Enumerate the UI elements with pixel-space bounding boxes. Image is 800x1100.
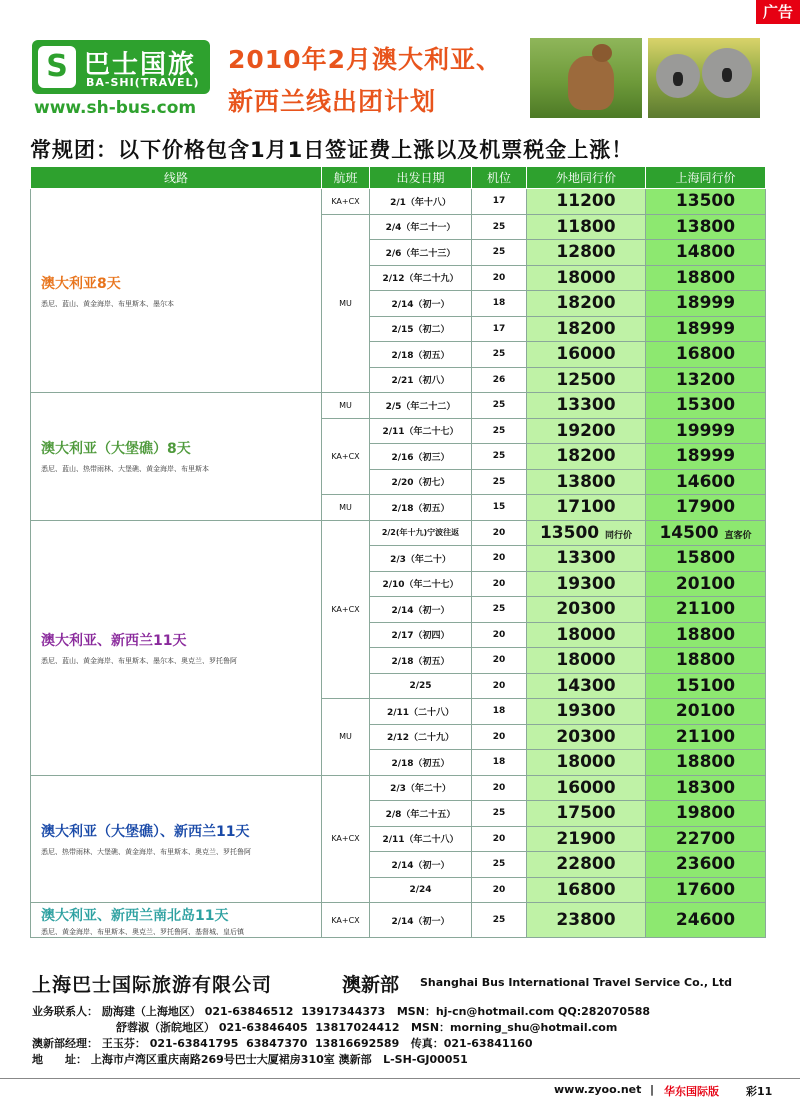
price-shanghai-cell: 15100 xyxy=(646,673,766,699)
contact-phone: 021-63846512 xyxy=(204,1005,294,1018)
website-link[interactable]: www.sh-bus.com xyxy=(34,98,197,118)
date-cell: 2/18（初五） xyxy=(370,648,472,674)
contact-label: 业务联系人： xyxy=(32,1005,98,1018)
seat-cell: 25 xyxy=(472,418,527,444)
price-shanghai-cell: 18800 xyxy=(646,750,766,776)
koala-icon xyxy=(656,54,700,98)
flight-cell: KA+CX xyxy=(322,775,370,903)
date-cell: 2/11（年二十七） xyxy=(370,418,472,444)
date-cell: 2/12（二十九） xyxy=(370,724,472,750)
price-outside-cell: 11800 xyxy=(527,214,646,240)
footer-separator: | xyxy=(650,1083,655,1096)
seat-cell: 20 xyxy=(472,265,527,291)
seat-cell: 20 xyxy=(472,775,527,801)
tour-price-table xyxy=(30,166,766,938)
logo-name-en: BA-SHI(TRAVEL) xyxy=(86,76,200,89)
price-shanghai-cell: 18800 xyxy=(646,648,766,674)
price-shanghai-cell: 16800 xyxy=(646,342,766,368)
route-cell xyxy=(31,520,322,775)
price-shanghai-cell: 14600 xyxy=(646,469,766,495)
seat-cell: 20 xyxy=(472,546,527,572)
date-cell: 2/11（二十八） xyxy=(370,699,472,725)
flight-cell: KA+CX xyxy=(322,189,370,215)
date-cell: 2/18（初五） xyxy=(370,342,472,368)
address-label: 地 址： xyxy=(32,1053,87,1066)
date-cell: 2/6（年二十三） xyxy=(370,240,472,266)
date-cell: 2/11（年二十八） xyxy=(370,826,472,852)
date-cell: 2/4（年二十一） xyxy=(370,214,472,240)
seat-cell: 25 xyxy=(472,240,527,266)
price-shanghai-cell: 13200 xyxy=(646,367,766,393)
price-shanghai-cell: 18800 xyxy=(646,265,766,291)
contact-label: 澳新部经理： xyxy=(32,1037,98,1050)
seat-cell: 20 xyxy=(472,571,527,597)
price-shanghai-cell: 19999 xyxy=(646,418,766,444)
price-outside-cell: 19300 xyxy=(527,699,646,725)
col-header-seats: 机位 xyxy=(472,167,527,189)
seat-cell: 25 xyxy=(472,852,527,878)
route-name: 澳大利亚（大堡礁）、新西兰11天 xyxy=(41,823,250,840)
price-outside-cell: 20300 xyxy=(527,597,646,623)
seat-cell: 25 xyxy=(472,903,527,938)
contact-fax: 传真：021-63841160 xyxy=(410,1037,533,1050)
contact-im[interactable]: MSN：morning_shu@hotmail.com xyxy=(410,1021,618,1034)
price-shanghai-cell: 20100 xyxy=(646,571,766,597)
route-desc: 悉尼、热带雨林、大堡礁、黄金海岸、布里斯本、奥克兰、罗托鲁阿 xyxy=(41,847,251,856)
route-desc: 悉尼、黄金海岸、布里斯本、奥克兰、罗托鲁阿、基督城、皇后镇 xyxy=(41,928,244,936)
price-outside-cell: 11200 xyxy=(527,189,646,215)
contact-mobile: 13917344373 xyxy=(301,1005,386,1018)
page-title-line1: 2010年2月澳大利亚、 xyxy=(228,45,502,74)
price-outside-cell: 18200 xyxy=(527,316,646,342)
date-cell: 2/16（初三） xyxy=(370,444,472,470)
date-cell: 2/14（初一） xyxy=(370,597,472,623)
logo-mark-icon: S xyxy=(38,46,76,88)
seat-cell: 18 xyxy=(472,699,527,725)
price-outside-cell: 17100 xyxy=(527,495,646,521)
table-row xyxy=(31,189,766,215)
price-shanghai-cell: 18800 xyxy=(646,622,766,648)
koala-icon xyxy=(702,48,752,98)
seat-cell: 17 xyxy=(472,189,527,215)
seat-cell: 25 xyxy=(472,393,527,419)
route-name: 澳大利亚、新西兰南北岛11天 xyxy=(41,908,229,924)
col-header-price-shanghai: 上海同行价 xyxy=(646,167,766,189)
seat-cell: 18 xyxy=(472,291,527,317)
price-shanghai-cell: 20100 xyxy=(646,699,766,725)
flight-cell: KA+CX xyxy=(322,903,370,938)
seat-cell: 25 xyxy=(472,214,527,240)
table-header-row xyxy=(31,167,766,189)
date-cell: 2/18（初五） xyxy=(370,495,472,521)
date-cell: 2/14（初一） xyxy=(370,852,472,878)
date-cell: 2/3（年二十） xyxy=(370,546,472,572)
price-outside-cell: 13300 xyxy=(527,546,646,572)
contact-name: 励海建（上海地区） xyxy=(101,1005,201,1018)
kangaroo-icon xyxy=(568,56,614,110)
price-outside-cell: 16000 xyxy=(527,342,646,368)
address: 上海市卢湾区重庆南路269号巴士大厦裙房310室 澳新部 xyxy=(90,1053,372,1066)
price-outside-cell: 20300 xyxy=(527,724,646,750)
price-shanghai-cell: 14500 直客价 xyxy=(646,520,766,546)
price-shanghai-cell: 15300 xyxy=(646,393,766,419)
seat-cell: 18 xyxy=(472,750,527,776)
company-logo xyxy=(32,40,210,94)
route-name: 澳大利亚8天 xyxy=(41,275,121,292)
contact-phone: 021-63841795 xyxy=(149,1037,239,1050)
col-header-date: 出发日期 xyxy=(370,167,472,189)
route-desc: 悉尼、蓝山、热带雨林、大堡礁、黄金海岸、布里斯本 xyxy=(41,465,209,474)
price-outside-cell: 13300 xyxy=(527,393,646,419)
col-header-price-outside: 外地同行价 xyxy=(527,167,646,189)
date-cell: 2/3（年二十） xyxy=(370,775,472,801)
kangaroo-photo xyxy=(530,38,642,118)
pricing-note: 常规团：以下价格包含1月1日签证费上涨以及机票税金上涨！ xyxy=(30,138,634,162)
date-cell: 2/5（年二十二） xyxy=(370,393,472,419)
contact-name: 舒蓉淑（浙皖地区） xyxy=(116,1021,215,1034)
route-desc: 悉尼、蓝山、黄金海岸、布里斯本、墨尔本 xyxy=(41,299,174,308)
price-outside-cell: 13500 同行价 xyxy=(527,520,646,546)
date-cell: 2/12（年二十九） xyxy=(370,265,472,291)
price-shanghai-cell: 17600 xyxy=(646,877,766,903)
price-shanghai-cell: 21100 xyxy=(646,724,766,750)
company-name: 上海巴士国际旅游有限公司 xyxy=(32,974,273,996)
date-cell: 2/2(年十九)宁波往返 xyxy=(370,520,472,546)
seat-cell: 20 xyxy=(472,520,527,546)
price-outside-cell: 18200 xyxy=(527,291,646,317)
contact-im[interactable]: MSN：hj-cn@hotmail.com QQ:282070588 xyxy=(396,1005,651,1018)
seat-cell: 25 xyxy=(472,342,527,368)
contact-line-1 xyxy=(32,1003,650,1019)
price-shanghai-cell: 21100 xyxy=(646,597,766,623)
flight-cell: MU xyxy=(322,214,370,393)
logo-name: 巴士国旅 xyxy=(84,50,197,80)
col-header-flight: 航班 xyxy=(322,167,370,189)
footer-publication: 华东国际版 xyxy=(664,1085,719,1098)
price-shanghai-cell: 19800 xyxy=(646,801,766,827)
page-title-line2: 新西兰线出团计划 xyxy=(228,87,437,116)
date-cell: 2/18（初五） xyxy=(370,750,472,776)
route-name: 澳大利亚（大堡礁）8天 xyxy=(41,441,191,458)
flight-cell: MU xyxy=(322,699,370,776)
price-shanghai-cell: 17900 xyxy=(646,495,766,521)
ad-tag: 广告 xyxy=(756,0,800,24)
price-outside-cell: 12500 xyxy=(527,367,646,393)
price-outside-cell: 18000 xyxy=(527,648,646,674)
price-shanghai-cell: 23600 xyxy=(646,852,766,878)
company-name-en: Shanghai Bus International Travel Service Co., Ltd xyxy=(420,976,732,989)
date-cell: 2/14（初一） xyxy=(370,903,472,938)
header xyxy=(0,30,800,130)
footer-website[interactable]: www.zyoo.net xyxy=(554,1083,642,1096)
contact-mobile: 13817024412 xyxy=(315,1021,400,1034)
seat-cell: 25 xyxy=(472,444,527,470)
seat-cell: 25 xyxy=(472,597,527,623)
price-shanghai-cell: 18999 xyxy=(646,444,766,470)
route-cell xyxy=(31,393,322,521)
seat-cell: 15 xyxy=(472,495,527,521)
flight-cell: KA+CX xyxy=(322,520,370,699)
price-shanghai-cell: 22700 xyxy=(646,826,766,852)
price-outside-cell: 23800 xyxy=(527,903,646,938)
price-outside-cell: 16000 xyxy=(527,775,646,801)
license-number: L-SH-GJ00051 xyxy=(383,1053,468,1066)
contact-line-2 xyxy=(116,1019,617,1035)
price-shanghai-cell: 24600 xyxy=(646,903,766,938)
col-header-route: 线路 xyxy=(31,167,322,189)
price-outside-cell: 21900 xyxy=(527,826,646,852)
price-outside-cell: 12800 xyxy=(527,240,646,266)
price-outside-cell: 19200 xyxy=(527,418,646,444)
price-note: 直客价 xyxy=(724,530,752,541)
contact-phone-2: 63847370 xyxy=(246,1037,308,1050)
table-row xyxy=(31,393,766,419)
seat-cell: 17 xyxy=(472,316,527,342)
price-outside-cell: 19300 xyxy=(527,571,646,597)
price-outside-cell: 18200 xyxy=(527,444,646,470)
price-shanghai-cell: 13800 xyxy=(646,214,766,240)
flight-cell: MU xyxy=(322,393,370,419)
price-outside-cell: 16800 xyxy=(527,877,646,903)
price-outside-cell: 17500 xyxy=(527,801,646,827)
contact-mobile: 13816692589 xyxy=(315,1037,400,1050)
price-outside-cell: 14300 xyxy=(527,673,646,699)
seat-cell: 20 xyxy=(472,648,527,674)
date-cell: 2/24 xyxy=(370,877,472,903)
contact-line-4 xyxy=(32,1051,468,1067)
seat-cell: 20 xyxy=(472,826,527,852)
date-cell: 2/21（初八） xyxy=(370,367,472,393)
price-outside-cell: 22800 xyxy=(527,852,646,878)
price-shanghai-cell: 18999 xyxy=(646,291,766,317)
price-note: 同行价 xyxy=(605,530,633,541)
date-cell: 2/25 xyxy=(370,673,472,699)
route-cell xyxy=(31,903,322,938)
route-cell xyxy=(31,189,322,393)
seat-cell: 26 xyxy=(472,367,527,393)
table-row xyxy=(31,903,766,938)
route-cell xyxy=(31,775,322,903)
footer-page-number: 彩11 xyxy=(746,1085,773,1098)
date-cell: 2/8（年二十五） xyxy=(370,801,472,827)
contact-line-3 xyxy=(32,1035,533,1051)
flight-cell: KA+CX xyxy=(322,418,370,495)
price-shanghai-cell: 14800 xyxy=(646,240,766,266)
price-shanghai-cell: 13500 xyxy=(646,189,766,215)
price-outside-cell: 18000 xyxy=(527,622,646,648)
seat-cell: 20 xyxy=(472,673,527,699)
company-department: 澳新部 xyxy=(342,974,400,996)
table-row xyxy=(31,775,766,801)
price-outside-cell: 18000 xyxy=(527,265,646,291)
route-desc: 悉尼、蓝山、黄金海岸、布里斯本、墨尔本、奥克兰、罗托鲁阿 xyxy=(41,656,237,665)
date-cell: 2/17（初四） xyxy=(370,622,472,648)
price-outside-cell: 13800 xyxy=(527,469,646,495)
price-shanghai-cell: 18999 xyxy=(646,316,766,342)
price-shanghai-cell: 18300 xyxy=(646,775,766,801)
date-cell: 2/14（初一） xyxy=(370,291,472,317)
route-name: 澳大利亚、新西兰11天 xyxy=(41,632,187,649)
seat-cell: 20 xyxy=(472,877,527,903)
table-row xyxy=(31,520,766,546)
price-outside-cell: 18000 xyxy=(527,750,646,776)
date-cell: 2/15（初二） xyxy=(370,316,472,342)
date-cell: 2/1（年十八） xyxy=(370,189,472,215)
contact-phone: 021-63846405 xyxy=(218,1021,308,1034)
date-cell: 2/20（初七） xyxy=(370,469,472,495)
seat-cell: 25 xyxy=(472,469,527,495)
seat-cell: 20 xyxy=(472,622,527,648)
seat-cell: 20 xyxy=(472,724,527,750)
footer-divider xyxy=(0,1078,800,1079)
flight-cell: MU xyxy=(322,495,370,521)
seat-cell: 25 xyxy=(472,801,527,827)
date-cell: 2/10（年二十七） xyxy=(370,571,472,597)
price-shanghai-cell: 15800 xyxy=(646,546,766,572)
koala-photo xyxy=(648,38,760,118)
contact-name: 王玉芬： xyxy=(101,1037,146,1050)
